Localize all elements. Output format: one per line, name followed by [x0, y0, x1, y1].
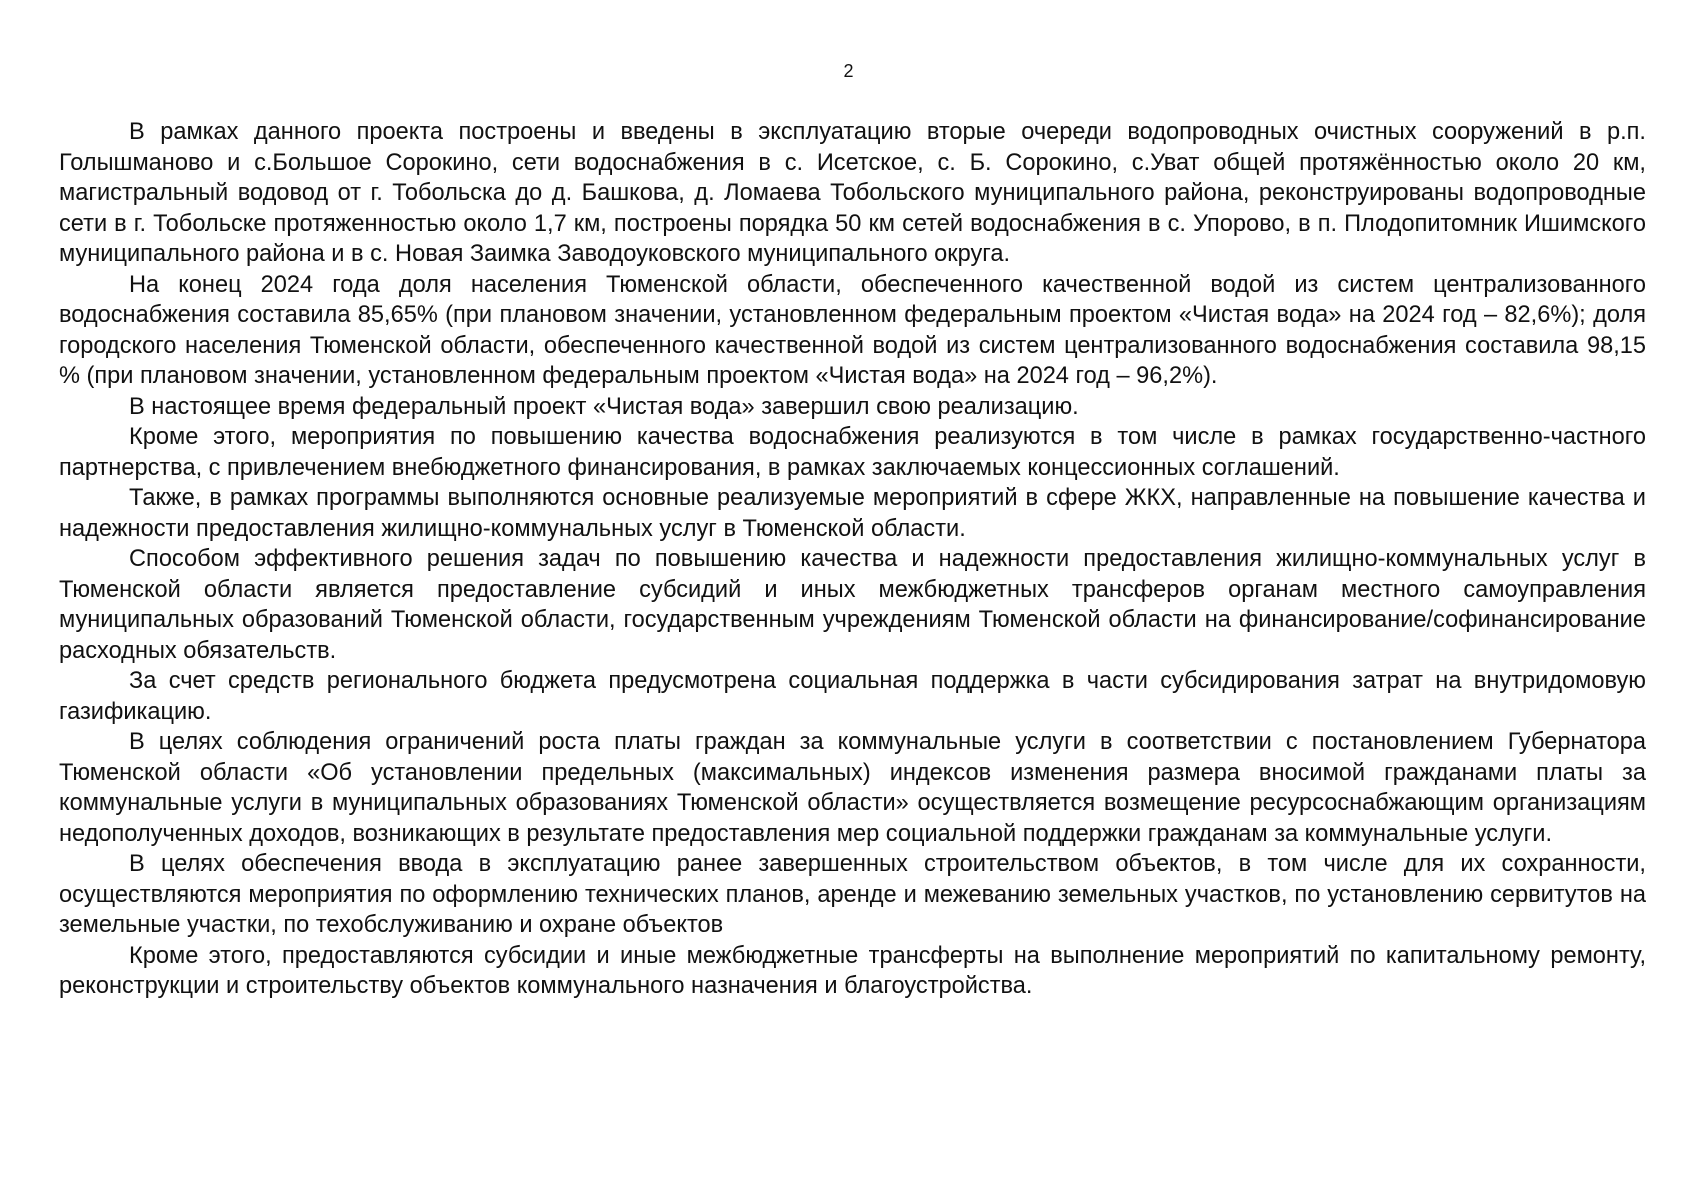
paragraph-project-completed: В настоящее время федеральный проект «Чистая вода» завершил свою реализацию. [129, 393, 1079, 420]
page-number: 2 [843, 61, 854, 81]
paragraph-gasification-support: За счет средств регионального бюджета предусмотрена социальная поддержка в части субсидирования затрат на внутридомовую газификацию. [59, 668, 1646, 725]
document-body [59, 117, 1646, 1002]
paragraph-housing-services-program: Также, в рамках программы выполняются основные реализуемые мероприятий в сфере ЖКХ, направленные на повышение качества и надежности предоставления жилищно-коммунальных услуг в Тюменской области. [59, 485, 1646, 542]
paragraph-water-projects: В рамках данного проекта построены и введены в эксплуатацию вторые очереди водопроводных очистных сооружений в р.п. Голышманово и с.Большое Сорокино, сети водоснабжения в с. Исетское, с. Б. Сорокино, с.Уват общей протяжённостью около 20 км, магистральный водовод от г. Тобольска до д. Башкова, д. Ломаева Тобольского муниципального района, реконструированы водопроводные сети в г. Тобольске протяженностью около 1,7 км, построены порядка 50 км сетей водоснабжения в с. Упорово, в п. Плодопитомник Ишимского муниципального района и в с. Новая Заимка Заводоуковского муниципального округа. [59, 119, 1646, 267]
paragraph-completed-objects: В целях обеспечения ввода в эксплуатацию ранее завершенных строительством объектов, в том числе для их сохранности, осуществляются мероприятия по оформлению технических планов, аренде и межеванию земельных участков, по установлению сервитутов на земельные участки, по техобслуживанию и охране объектов [59, 851, 1646, 938]
paragraph-utility-fee-limits: В целях соблюдения ограничений роста платы граждан за коммунальные услуги в соответствии с постановлением Губернатора Тюменской области «Об установлении предельных (максимальных) индексов изменения размера вносимой гражданами платы за коммунальные услуги в муниципальных образованиях Тюменской области» осуществляется возмещение ресурсоснабжающим организациям недополученных доходов, возникающих в результате предоставления мер социальной поддержки гражданам за коммунальные услуги. [59, 729, 1646, 847]
paragraph-capital-repair: Кроме этого, предоставляются субсидии и иные межбюджетные трансферты на выполнение мероприятий по капитальному ремонту, реконструкции и строительству объектов коммунального назначения и благоустройства. [59, 942, 1646, 999]
paragraph-public-private-partnership: Кроме этого, мероприятия по повышению качества водоснабжения реализуются в том числе в рамках государственно-частного партнерства, с привлечением внебюджетного финансирования, в рамках заключаемых концессионных соглашений. [59, 424, 1646, 481]
paragraph-water-quality-share: На конец 2024 года доля населения Тюменской области, обеспеченного качественной водой из систем централизованного водоснабжения составила 85,65% (при плановом значении, установленном федеральным проектом «Чистая вода» на 2024 год – 82,6%); доля городского населения Тюменской области, обеспеченного качественной водой из систем централизованного водоснабжения составила 98,15 % (при плановом значении, установленном федеральным проектом «Чистая вода» на 2024 год – 96,2%). [59, 271, 1646, 389]
paragraph-subsidies-transfers: Способом эффективного решения задач по повышению качества и надежности предоставления жилищно-коммунальных услуг в Тюменской области является предоставление субсидий и иных межбюджетных трансферов органам местного самоуправления муниципальных образований Тюменской области, государственным учреждениям Тюменской области на финансирование/софинансирование расходных обязательств. [59, 546, 1646, 664]
